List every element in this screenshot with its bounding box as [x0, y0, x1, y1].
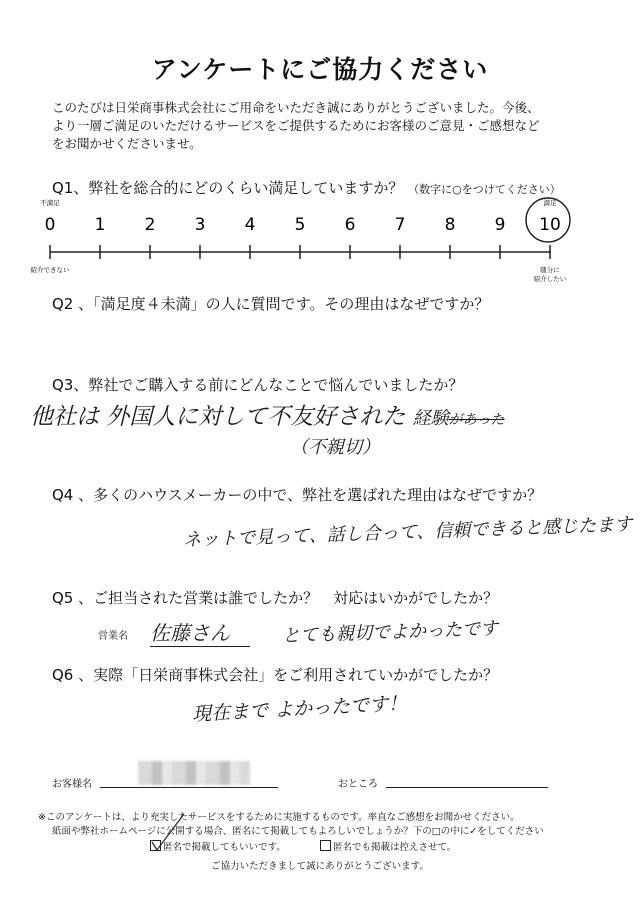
question-3: Q3、弊社でご購入する前にどんなことで悩んでいましたか？ — [52, 376, 464, 394]
page-title: アンケートにご協力ください — [151, 55, 489, 84]
scale-bottom-right-1: 随分に — [540, 266, 560, 274]
question-6: Q6 、実際「日栄商事株式会社」をご利用されていかがでしたか？ — [52, 666, 499, 684]
footer-line-2: 紙面や弊社ホームページに公開する場合、匿名にて掲載してもよろしいでしょうか？下の□の中に✓をしてください — [52, 826, 544, 837]
sales-label: 営業名 — [98, 631, 128, 642]
scale-number[interactable]: 0 — [44, 215, 56, 235]
checkbox-decline[interactable] — [320, 840, 331, 851]
intro-line: をお聞かせくださいませ。 — [52, 136, 202, 151]
option-anonymous-label: 匿名で掲載してもいいです。 — [163, 842, 286, 853]
question-4: Q4 、多くのハウスメーカーの中で、弊社を選ばれた理由はなぜですか？ — [52, 486, 543, 504]
scale-number[interactable]: 1 — [94, 215, 106, 235]
scale-high-label: 満足 — [543, 199, 557, 207]
intro-line: より一層ご満足のいただけるサービスをご提供するためにお客様のご意見・ご感想など — [52, 118, 540, 133]
customer-name-label: お客様名 — [52, 779, 92, 790]
answer-4: ネットで見って、話し合って、信頼できると感じたます — [182, 514, 633, 551]
scale-number[interactable]: 7 — [394, 215, 406, 235]
option-decline[interactable] — [320, 839, 456, 853]
answer-6: 現在まで よかったです！ — [191, 692, 408, 726]
answer-3-tail: があった — [448, 412, 505, 428]
scale-number[interactable]: 9 — [494, 215, 506, 235]
option-decline-label: 匿名でも掲載は控えさせて。 — [333, 842, 457, 853]
scale-low-label: 不満足 — [40, 199, 60, 207]
answer-3-line-2: （不親切） — [290, 437, 380, 458]
answer-3-struck: 経験 — [412, 408, 449, 429]
scale-bottom-right-2: 紹介したい — [533, 275, 567, 283]
question-1-text: Q1、弊社を総合的にどのくらい満足していますか？ — [52, 179, 404, 197]
question-2: Q2 、「満足度４未満」の人に質問です。その理由はなぜですか？ — [52, 295, 490, 313]
answer-3-line-1 — [30, 398, 505, 431]
scale-number[interactable]: 6 — [344, 215, 356, 235]
scale-bottom-left: 紹介できない — [30, 266, 70, 274]
redacted-name — [138, 761, 250, 785]
scale-number[interactable]: 4 — [244, 215, 256, 235]
footer-line-1: ※このアンケートは、より充実したサービスをするために実施するものです。率直なご感想をお聞かせください。 — [38, 812, 520, 823]
scale-number[interactable]: 5 — [294, 215, 306, 235]
customer-name-line — [100, 787, 278, 788]
satisfaction-scale — [0, 195, 640, 295]
scale-number[interactable]: 2 — [144, 215, 156, 235]
sales-name: 佐藤さん — [150, 617, 250, 647]
scale-number[interactable]: 8 — [444, 215, 456, 235]
check-mark — [148, 812, 188, 854]
scale-number[interactable]: 3 — [194, 215, 206, 235]
thanks-text: ご協力いただきまして誠にありがとうございます。 — [211, 861, 429, 872]
scale-number[interactable]: 10 — [539, 215, 561, 235]
question-5: Q5 、ご担当された営業は誰でしたか？ 対応はいかがでしたか？ — [52, 589, 499, 607]
answer-3-main: 他社は 外国人に対して不友好された — [30, 404, 406, 430]
address-line — [386, 787, 548, 788]
question-1-note: （数字に○をつけてください） — [408, 183, 561, 196]
answer-5: とても親切でよかったです — [281, 618, 499, 647]
intro-line: このたびは日栄商事株式会社にご用命をいただき誠にありがとうございました。今後、 — [52, 100, 540, 115]
intro-text — [52, 99, 612, 153]
address-label: おところ — [338, 779, 378, 790]
